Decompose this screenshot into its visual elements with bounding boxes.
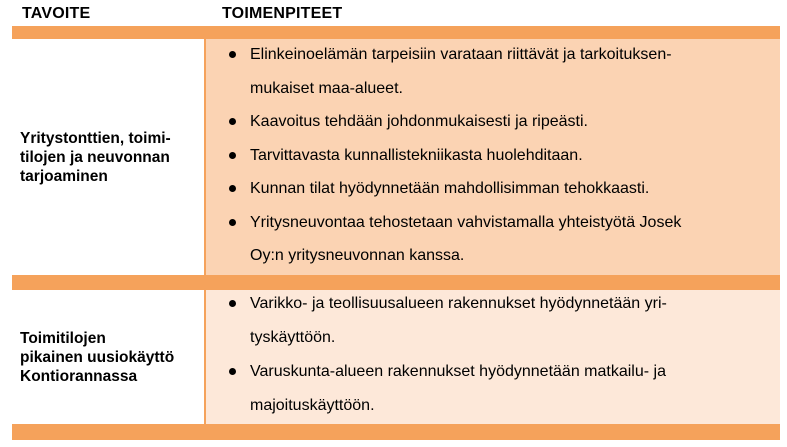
list-item: [206, 355, 780, 423]
action-line: mukaiset maa-alueet.: [250, 79, 403, 97]
action-line: Kaavoitus tehdään johdonmukaisesti ja ripeästi.: [250, 113, 588, 130]
separator-band-bottom: [12, 424, 780, 440]
goal-line: Toimitilojen: [20, 329, 106, 347]
goal-cell: [12, 290, 204, 424]
goal-line: tarjoaminen: [20, 167, 108, 185]
bullet-icon: [229, 51, 236, 58]
list-item: [206, 206, 780, 273]
action-line: tyskäyttöön.: [250, 329, 336, 346]
action-line: Elinkeinoelämän tarpeisiin varataan riittävät ja tarkoituksen-: [250, 46, 672, 63]
list-item: [206, 105, 780, 139]
actions-cell: [206, 39, 780, 275]
action-line: Yritysneuvontaa tehostetaan vahvistamalla yhteistyötä Josek: [250, 213, 682, 231]
bullet-icon: [229, 152, 236, 159]
goal-line: pikainen uusiokäyttö: [20, 348, 175, 366]
action-line: Varikko- ja teollisuusalueen rakennukset hyödynnetään yri-: [250, 295, 667, 312]
action-line: majoituskäyttöön.: [250, 397, 375, 414]
list-item: [206, 287, 780, 355]
table-row: [12, 290, 780, 424]
bullet-icon: [229, 118, 236, 125]
bullet-icon: [229, 219, 236, 226]
bullet-icon: [229, 368, 236, 375]
action-line: Kunnan tilat hyödynnetään mahdollisimman tehokkaasti.: [250, 180, 650, 197]
table-row: [12, 39, 780, 275]
goal-line: Kontiorannassa: [20, 367, 138, 385]
header-goal: TAVOITE: [22, 5, 91, 22]
bullet-icon: [229, 300, 236, 307]
bullet-icon: [229, 185, 236, 192]
list-item: [206, 38, 780, 105]
action-list: [206, 38, 780, 273]
list-item: [206, 139, 780, 173]
list-item: [206, 172, 780, 206]
goal-cell: [12, 39, 204, 275]
action-line: Tarvittavasta kunnallistekniikasta huolehditaan.: [250, 146, 583, 164]
goals-actions-table: [12, 0, 780, 440]
header-actions: TOIMENPITEET: [222, 5, 343, 22]
action-line: Varuskunta-alueen rakennukset hyödynnetään matkailu- ja: [250, 363, 666, 380]
action-list: [206, 287, 780, 423]
goal-line: Yritystonttien, toimi-: [20, 129, 171, 147]
actions-cell: [206, 290, 780, 424]
action-line: Oy:n yritysneuvonnan kanssa.: [250, 247, 465, 264]
goal-text: [12, 129, 171, 186]
table-header: [12, 0, 780, 26]
goal-text: [12, 329, 174, 386]
goal-line: tilojen ja neuvonnan: [20, 148, 170, 166]
